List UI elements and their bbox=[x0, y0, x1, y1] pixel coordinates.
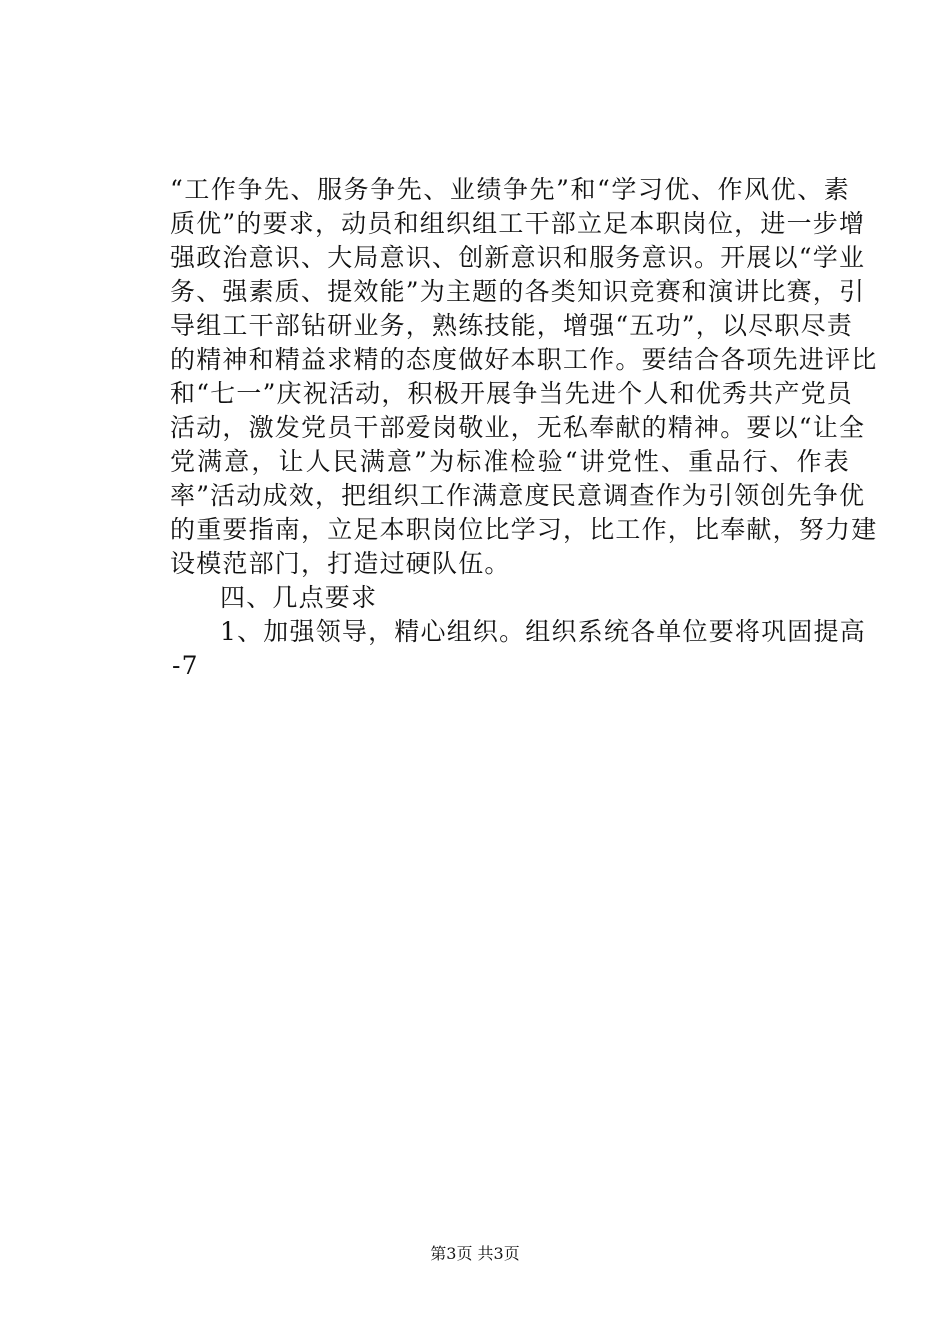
paragraph-line: 党满意，让人民满意”为标准检验“讲党性、重品行、作表 bbox=[170, 447, 850, 476]
list-item-1: 1、加强领导，精心组织。组织系统各单位要将巩固提高 bbox=[220, 617, 866, 646]
paragraph-line: 质优”的要求，动员和组织组工干部立足本职岗位，进一步增 bbox=[170, 209, 866, 238]
page-footer: 第3页 共3页 bbox=[430, 1244, 520, 1263]
paragraph-line: 率”活动成效，把组织工作满意度民意调查作为引领创先争优 bbox=[170, 481, 866, 510]
paragraph-line-last: 设模范部门，打造过硬队伍。 bbox=[170, 549, 511, 578]
paragraph-line: 活动，激发党员干部爱岗敬业，无私奉献的精神。要以“让全 bbox=[170, 413, 866, 442]
paragraph-line: 强政治意识、大局意识、创新意识和服务意识。开展以“学业 bbox=[170, 243, 866, 272]
paragraph-line: “工作争先、服务争先、业绩争先”和“学习优、作风优、素 bbox=[170, 175, 850, 204]
paragraph-line: 导组工干部钻研业务，熟练技能，增强“五功”，以尽职尽责 bbox=[170, 311, 853, 340]
paragraph-line: 和“七一”庆祝活动，积极开展争当先进个人和优秀共产党员 bbox=[170, 379, 853, 408]
paragraph-line: 务、强素质、提效能”为主题的各类知识竞赛和演讲比赛，引 bbox=[170, 277, 866, 306]
paragraph-line: 的精神和精益求精的态度做好本职工作。要结合各项先进评比 bbox=[170, 345, 878, 374]
page-mark: -7 bbox=[172, 651, 199, 680]
section-heading: 四、几点要求 bbox=[220, 583, 378, 612]
paragraph-line: 的重要指南，立足本职岗位比学习，比工作，比奉献，努力建 bbox=[170, 515, 878, 544]
document-body bbox=[170, 173, 878, 683]
